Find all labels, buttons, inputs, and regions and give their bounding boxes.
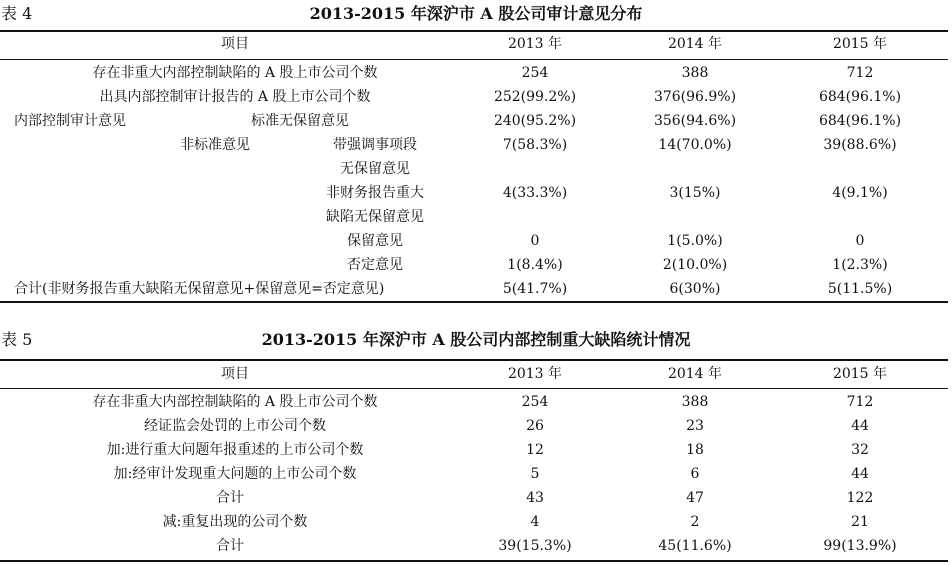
table5-cell: 44 — [851, 466, 869, 482]
table5-cell: 99(13.9%) — [823, 538, 897, 554]
table4-cell: 4(33.3%) — [502, 185, 568, 201]
table4-cell: 252(99.2%) — [493, 89, 577, 105]
table5-cell: 26 — [526, 418, 544, 434]
table5-row-label: 加:经审计发现重大问题的上市公司个数 — [113, 466, 357, 482]
table5-row-label: 减:重复出现的公司个数 — [162, 514, 308, 530]
table4-cell: 0 — [855, 233, 865, 249]
table5-header-item: 项目 — [221, 366, 249, 382]
table4-number: 表 4 — [1, 4, 33, 23]
table5-cell: 45(11.6%) — [658, 538, 732, 554]
table5-bottom-rule — [0, 560, 948, 562]
table4-header-2014: 2014 年 — [667, 36, 723, 52]
table5-header-2015: 2015 年 — [832, 366, 888, 382]
table5-row-label: 加:进行重大问题年报重述的上市公司个数 — [106, 442, 364, 458]
table5-cell: 12 — [526, 442, 544, 458]
table5-cell: 18 — [686, 442, 704, 458]
table4-row-label: 否定意见 — [347, 257, 403, 273]
table5-cell: 2 — [690, 514, 700, 530]
table4-cell: 376(96.9%) — [653, 89, 737, 105]
table5-top-rule — [0, 359, 948, 361]
table5-row-label: 合计 — [216, 538, 244, 554]
table4-cell: 6(30%) — [669, 281, 721, 297]
table4-cell: 356(94.6%) — [653, 113, 737, 129]
table5-cell: 5 — [530, 466, 540, 482]
table4-row-label: 存在非重大内部控制缺陷的 A 股上市公司个数 — [92, 65, 378, 81]
table4-cell: 1(2.3%) — [832, 257, 888, 273]
table5-row-label: 合计 — [216, 490, 244, 506]
table4-header-2013: 2013 年 — [507, 36, 563, 52]
table4-row-label: 缺陷无保留意见 — [326, 209, 424, 225]
table4-cell: 5(41.7%) — [502, 281, 568, 297]
table5-number: 表 5 — [1, 330, 33, 349]
table4-header-item: 项目 — [221, 36, 249, 52]
table5-cell: 4 — [530, 514, 540, 530]
table4-cell: 0 — [530, 233, 540, 249]
table4-cell: 4(9.1%) — [832, 185, 888, 201]
table5-cell: 21 — [851, 514, 869, 530]
table5-header-2014: 2014 年 — [667, 366, 723, 382]
table5-header-rule — [0, 388, 948, 389]
table4-cell: 1(8.4%) — [507, 257, 563, 273]
table5-cell: 23 — [686, 418, 704, 434]
table4-cell: 5(11.5%) — [827, 281, 893, 297]
table5-cell: 47 — [686, 490, 704, 506]
table4-bottom-rule — [0, 301, 948, 303]
table4-cell: 1(5.0%) — [667, 233, 723, 249]
table4-row-label: 出具内部控制审计报告的 A 股上市公司个数 — [99, 89, 371, 105]
table4-row-label: 标准无保留意见 — [251, 113, 349, 129]
table5-title: 2013-2015 年深沪市 A 股公司内部控制重大缺陷统计情况 — [261, 330, 691, 349]
table4-cell: 240(95.2%) — [493, 113, 577, 129]
table4-title: 2013-2015 年深沪市 A 股公司审计意见分布 — [309, 4, 643, 23]
table4-header-2015: 2015 年 — [832, 36, 888, 52]
table4-caption — [0, 2, 952, 26]
table4-category-label: 内部控制审计意见 — [14, 113, 126, 129]
table5-cell: 44 — [851, 418, 869, 434]
table4-row-label: 带强调事项段 — [333, 137, 417, 153]
table5-header-2013: 2013 年 — [507, 366, 563, 382]
table4-cell: 684(96.1%) — [818, 113, 902, 129]
table4-header-rule — [0, 59, 948, 60]
table5-cell: 122 — [846, 490, 874, 506]
table4-cell: 39(88.6%) — [823, 137, 897, 153]
table5-cell: 39(15.3%) — [498, 538, 572, 554]
table4-cell: 388 — [681, 65, 709, 81]
table5-cell: 254 — [521, 394, 549, 410]
table4-row-label: 保留意见 — [347, 233, 403, 249]
table5-row-label: 经证监会处罚的上市公司个数 — [144, 418, 326, 434]
table5-row-label: 存在非重大内部控制缺陷的 A 股上市公司个数 — [92, 394, 378, 410]
table4-cell: 684(96.1%) — [818, 89, 902, 105]
table5-cell: 43 — [526, 490, 544, 506]
table4-cell: 3(15%) — [669, 185, 721, 201]
table5-cell: 712 — [846, 394, 874, 410]
table4-subcategory-label: 非标准意见 — [180, 137, 250, 153]
table4-cell: 254 — [521, 65, 549, 81]
table5-cell: 6 — [690, 466, 700, 482]
table4-cell: 712 — [846, 65, 874, 81]
table4-cell: 2(10.0%) — [662, 257, 728, 273]
table4-cell: 7(58.3%) — [502, 137, 568, 153]
table5-cell: 32 — [851, 442, 869, 458]
table5-caption — [0, 328, 952, 352]
table4-row-label: 非财务报告重大 — [326, 185, 424, 201]
table4-row-label: 无保留意见 — [340, 161, 410, 177]
table4-total-label: 合计(非财务报告重大缺陷无保留意见+保留意见=否定意见) — [14, 281, 385, 297]
table4-cell: 14(70.0%) — [658, 137, 732, 153]
table5-cell: 388 — [681, 394, 709, 410]
